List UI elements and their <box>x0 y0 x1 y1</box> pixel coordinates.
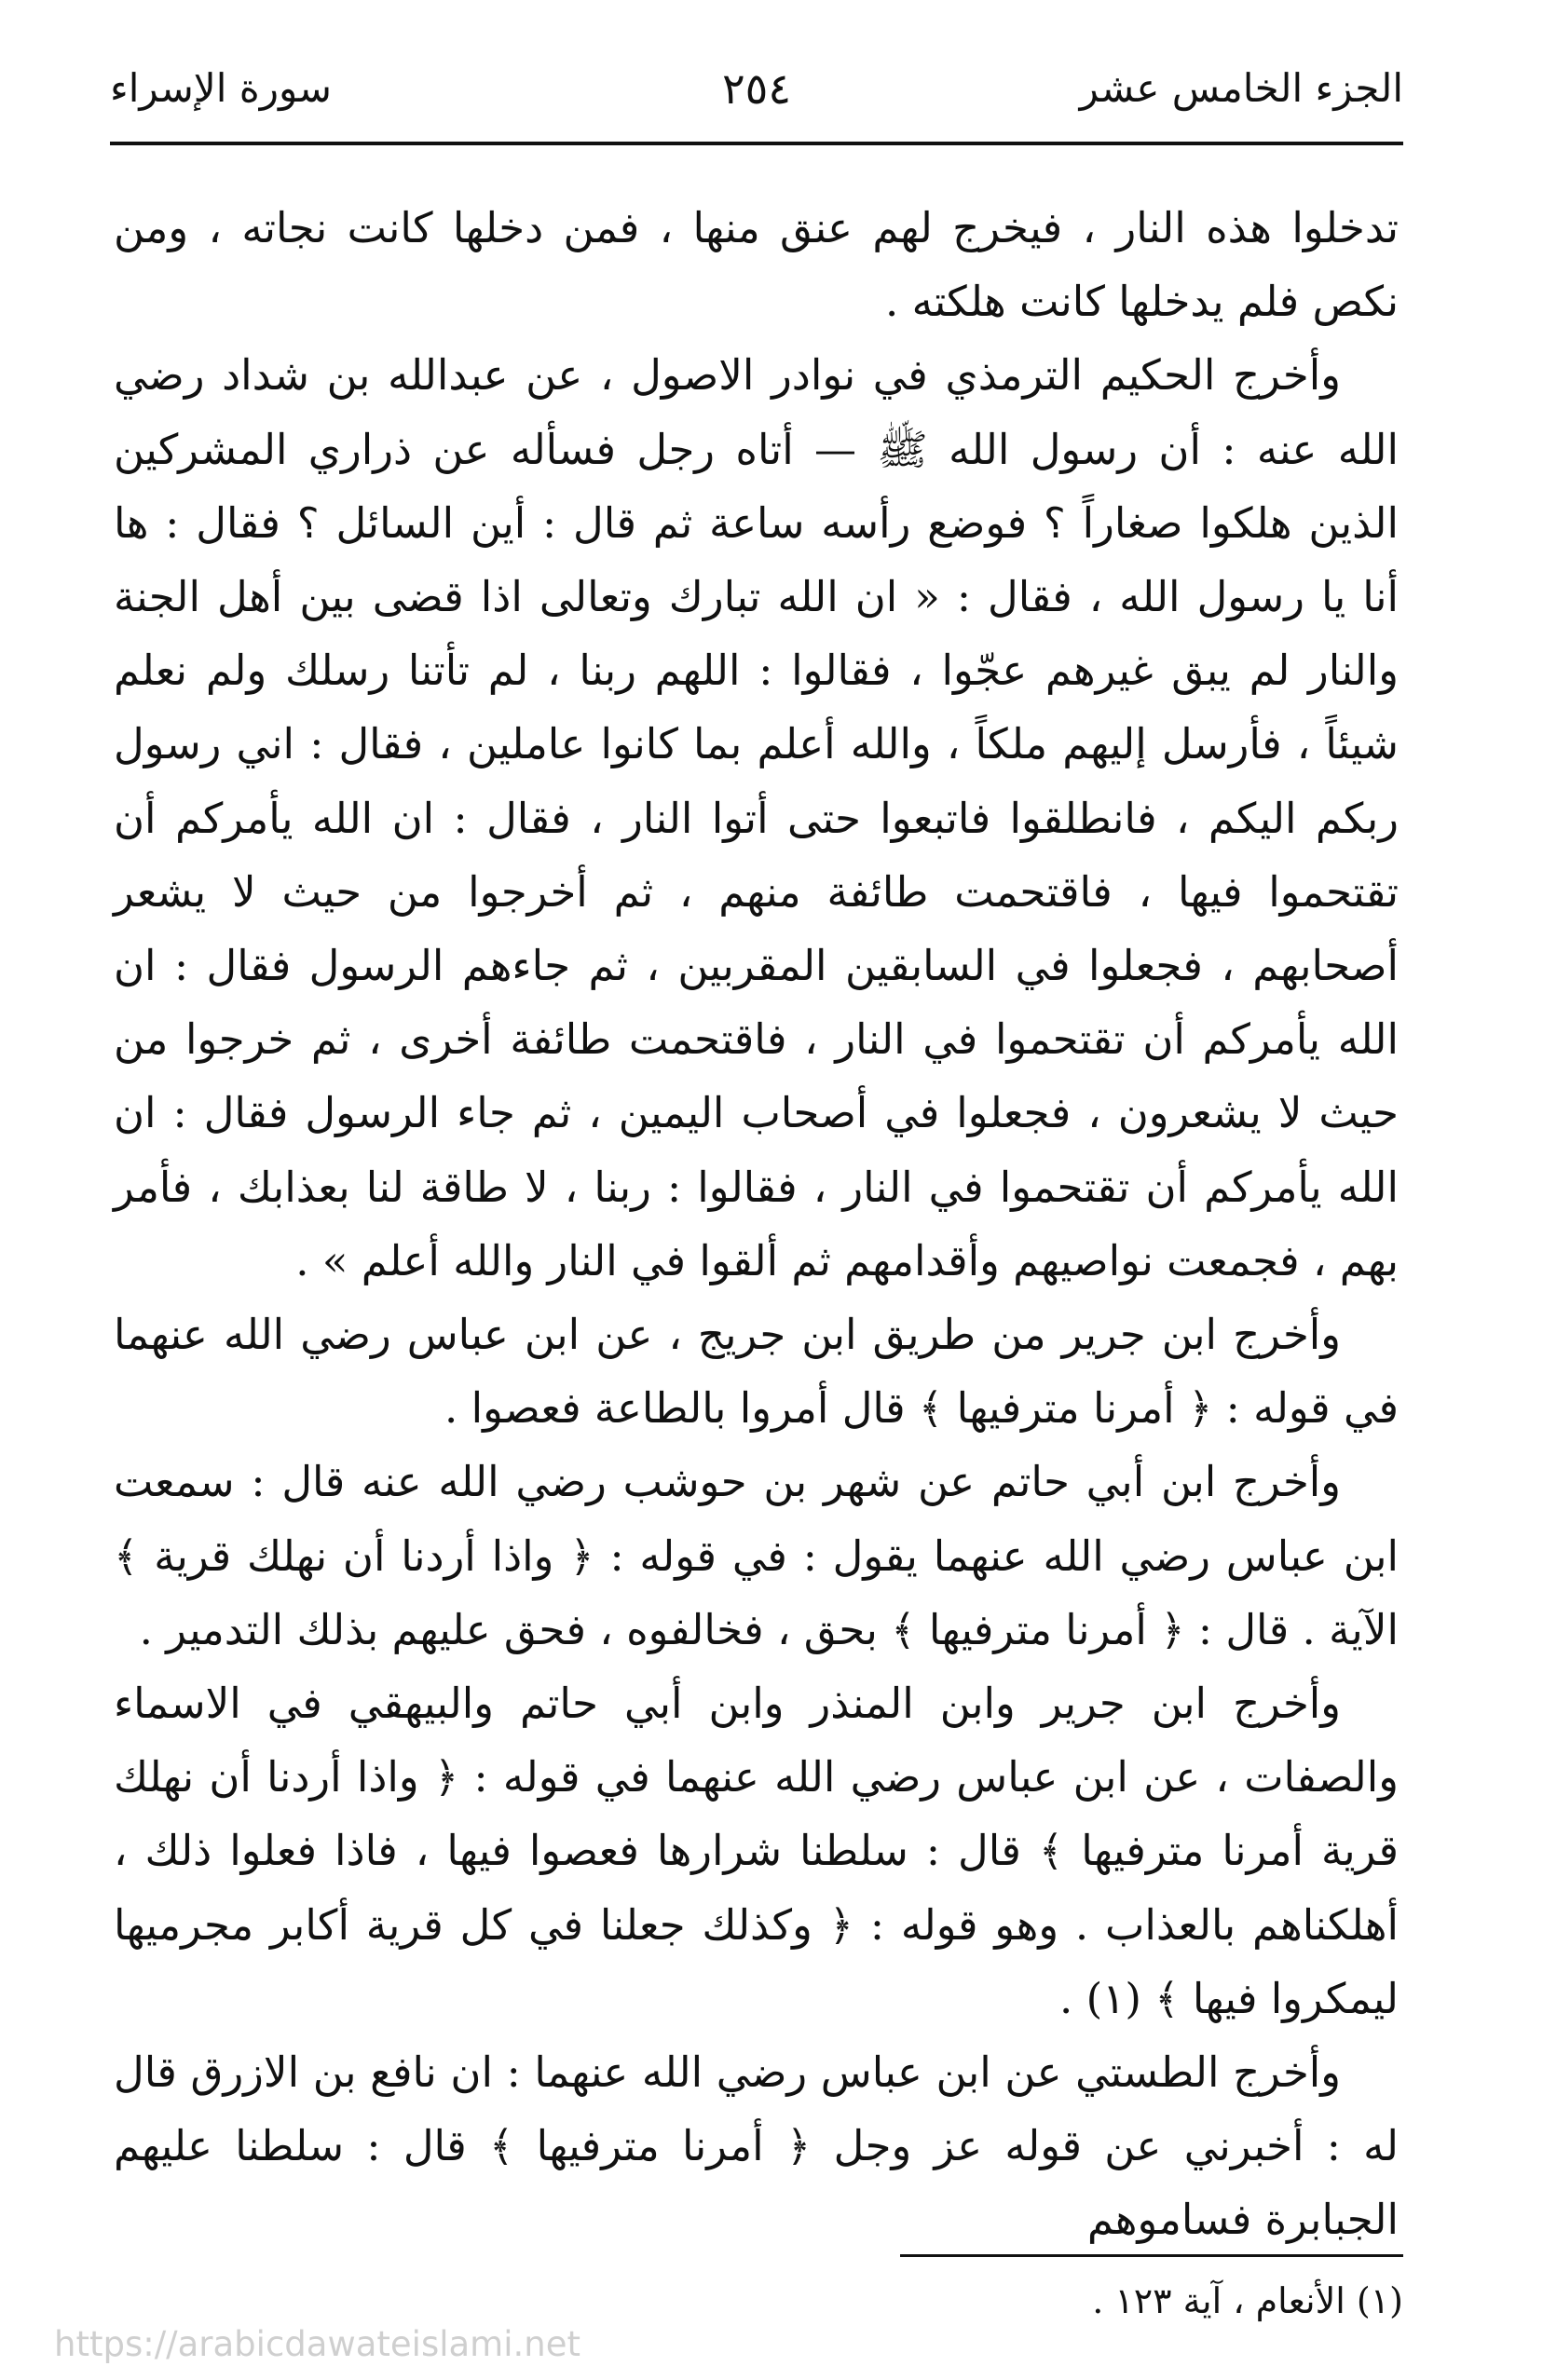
surah-title: سورة الإسراء <box>110 65 332 111</box>
paragraph: وأخرج ابن أبي حاتم عن شهر بن حوشب رضي الله عنه قال : سمعت ابن عباس رضي الله عنهما يقول : في قوله : ﴿ واذا أردنا أن نهلك قرية ﴾ الآية . قال : ﴿ أمرنا مترفيها ﴾ بحق ، فخالفوه ، فحق عليهم بذلك التدمير . <box>114 1457 1399 1654</box>
main-text <box>114 191 1399 2257</box>
paragraph: وأخرج الحكيم الترمذي في نوادر الاصول ، عن عبدالله بن شداد رضي الله عنه : أن رسول الله ﷺ — أتاه رجل فسأله عن ذراري المشركين الذين هلكوا صغاراً ؟ فوضع رأسه ساعة ثم قال : أين السائل ؟ فقال : ها أنا يا رسول الله ، فقال : « ان الله تبارك وتعالى اذا قضى بين أهل الجنة والنار لم يبق غيرهم عجّوا ، فقالوا : اللهم ربنا ، لم تأتنا رسلك ولم نعلم شيئاً ، فأرسل إليهم ملكاً ، والله أعلم بما كانوا عاملين ، فقال : اني رسول ربكم اليكم ، فانطلقوا فاتبعوا حتى أتوا النار ، فقال : ان الله يأمركم أن تقتحموا فيها ، فاقتحمت طائفة منهم ، ثم أخرجوا من حيث لا يشعر أصحابهم ، فجعلوا في السابقين المقربين ، ثم جاءهم الرسول فقال : ان الله يأمركم أن تقتحموا في النار ، فاقتحمت طائفة أخرى ، ثم خرجوا من حيث لا يشعرون ، فجعلوا في أصحاب اليمين ، ثم جاء الرسول فقال : ان الله يأمركم أن تقتحموا في النار ، فقالوا : ربنا ، لا طاقة لنا بعذابك ، فأمر بهم ، فجمعت نواصيهم وأقدامهم ثم ألقوا في النار والله أعلم » . <box>114 350 1399 1285</box>
watermark-url: https://arabicdawateislami.net <box>54 2324 580 2364</box>
paragraph: وأخرج الطستي عن ابن عباس رضي الله عنهما : ان نافع بن الازرق قال له : أخبرني عن قوله عز وجل ﴿ أمرنا مترفيها ﴾ قال : سلطنا عليهم الجبابرة فساموهم <box>114 2047 1399 2245</box>
page-header <box>110 51 1403 126</box>
paragraph: وأخرج ابن جرير من طريق ابن جريج ، عن ابن عباس رضي الله عنهما في قوله : ﴿ أمرنا مترفيها ﴾ قال أمروا بالطاعة فعصوا . <box>114 1310 1399 1434</box>
page-number: ٢٥٤ <box>721 63 792 114</box>
footnote-divider <box>900 2254 1403 2257</box>
paragraph-continuation: تدخلوا هذه النار ، فيخرج لهم عنق منها ، فمن دخلها كانت نجاته ، ومن نكص فلم يدخلها كانت هلكته . <box>114 203 1399 327</box>
part-title: الجزء الخامس عشر <box>1079 65 1403 111</box>
header-divider <box>110 142 1403 145</box>
paragraph: وأخرج ابن جرير وابن المنذر وابن أبي حاتم والبيهقي في الاسماء والصفات ، عن ابن عباس رضي الله عنهما في قوله : ﴿ واذا أردنا أن نهلك قرية أمرنا مترفيها ﴾ قال : سلطنا شرارها فعصوا فيها ، فاذا فعلوا ذلك ، أهلكناهم بالعذاب . وهو قوله : ﴿ وكذلك جعلنا في كل قرية أكابر مجرميها ليمكروا فيها ﴾ (١) . <box>114 1679 1400 2023</box>
footnote: (١) الأنعام ، آية ١٢٣ . <box>1092 2280 1403 2321</box>
